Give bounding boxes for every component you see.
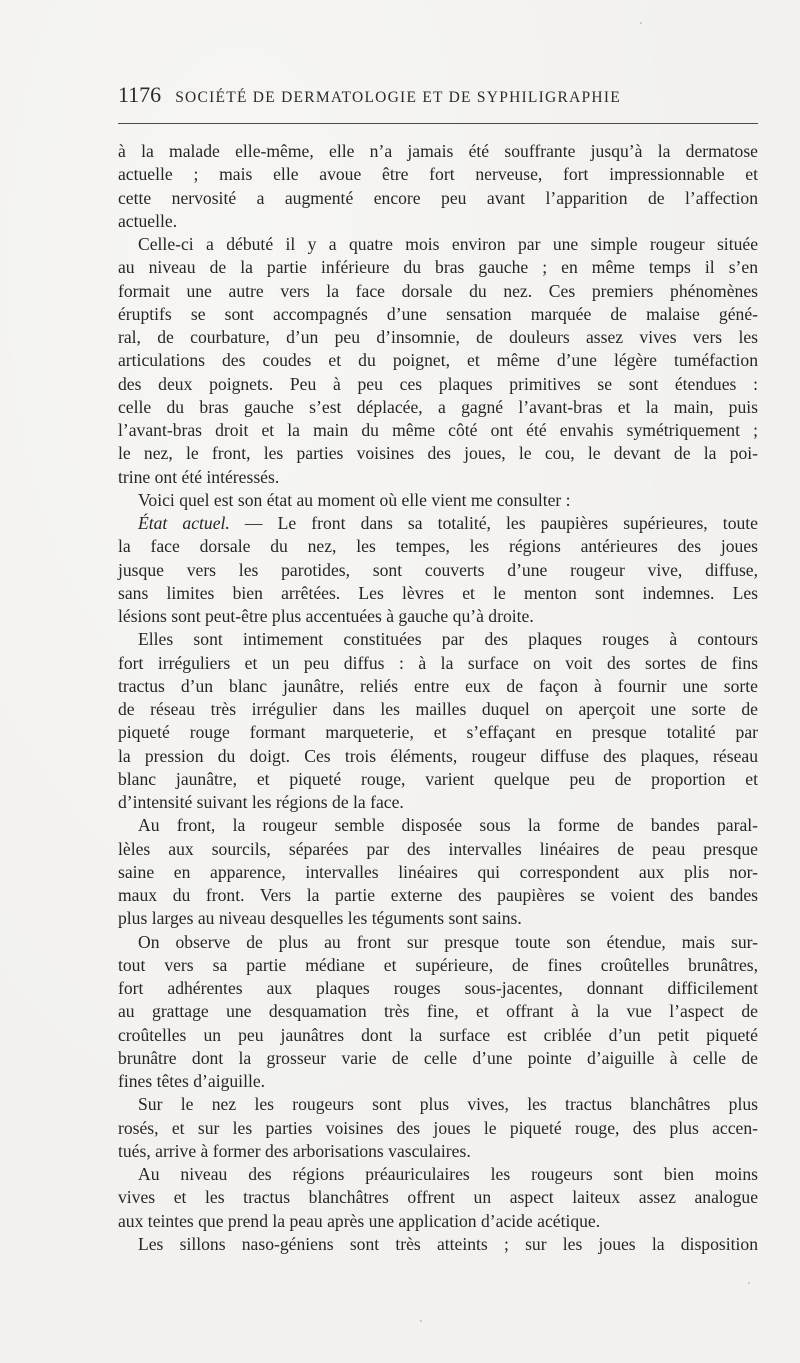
- text-line: tués, arrive à former des arborisations vasculaires.: [118, 1140, 471, 1161]
- text-line: formait une autre vers la face dorsale du nez. Ces premiers phénomènes: [118, 280, 758, 301]
- text-line: blanc jaunâtre, et piqueté rouge, varient quelque peu de proportion et: [118, 768, 758, 789]
- text-line: État actuel. — Le front dans sa totalité, les paupières supérieures, toute: [138, 513, 758, 533]
- text-line: saine en apparence, intervalles linéaires qui correspondent aux plis nor-: [118, 861, 758, 882]
- text-line: au niveau de la partie inférieure du bras gauche ; en même temps il s’en: [118, 257, 758, 278]
- text-line: la face dorsale du nez, les tempes, les régions antérieures des joues: [118, 536, 758, 557]
- article-body: [118, 140, 758, 1256]
- text-line: Au front, la rougeur semble disposée sous la forme de bandes paral-: [138, 815, 758, 836]
- text-line: actuelle.: [118, 210, 178, 231]
- text-line: la pression du doigt. Ces trois éléments, rougeur diffuse des plaques, réseau: [118, 745, 758, 766]
- text-line: articulations des coudes et du poignet, et même d’une légère tuméfaction: [118, 350, 758, 371]
- text-line: éruptifs se sont accompagnés d’une sensation marquée de malaise géné-: [118, 303, 758, 324]
- text-line: le nez, le front, les parties voisines des joues, le cou, le devant de la poi-: [118, 443, 758, 464]
- header-rule: [118, 123, 758, 124]
- text-line: actuelle ; mais elle avoue être fort nerveuse, fort impressionnable et: [118, 164, 758, 185]
- page-header: [118, 82, 758, 112]
- text-line: tractus d’un blanc jaunâtre, reliés entre eux de façon à fournir une sorte: [118, 675, 758, 696]
- text-line: l’avant-bras droit et la main du même côté ont été envahis symétriquement ;: [118, 420, 758, 440]
- text-line: au grattage une desquamation très fine, et offrant à la vue l’aspect de: [118, 1001, 758, 1022]
- text-line: brunâtre dont la grosseur varie de celle d’une pointe d’aiguille à celle de: [118, 1047, 758, 1068]
- page-number: 1176: [118, 82, 162, 107]
- text-line: sans limites bien arrêtées. Les lèvres et le menton sont indemnes. Les: [118, 582, 758, 603]
- text-line: Celle-ci a débuté il y a quatre mois environ par une simple rougeur située: [138, 234, 758, 254]
- text-line: jusque vers les parotides, sont couverts d’une rougeur vive, diffuse,: [118, 559, 758, 580]
- text-line: fines têtes d’aiguille.: [118, 1071, 266, 1091]
- text-line: aux teintes que prend la peau après une application d’acide acétique.: [118, 1210, 601, 1231]
- text-line: fort adhérentes aux plaques rouges sous-jacentes, donnant difficilement: [118, 978, 758, 998]
- text-line: à la malade elle-même, elle n’a jamais été souffrante jusqu’à la dermatose: [118, 141, 758, 161]
- text-line: vives et les tractus blanchâtres offrent un aspect laiteux assez analogue: [118, 1187, 758, 1208]
- running-title: SOCIÉTÉ DE DERMATOLOGIE ET DE SYPHILIGRAPHIE: [175, 89, 621, 106]
- text-line: lèles aux sourcils, séparées par des intervalles linéaires de peau presque: [118, 838, 758, 859]
- text-line: croûtelles un peu jaunâtres dont la surface est criblée d’un petit piqueté: [118, 1024, 758, 1045]
- text-line: d’intensité suivant les régions de la face.: [118, 792, 404, 812]
- scan-speck: [640, 22, 642, 24]
- text-line: On observe de plus au front sur presque toute son étendue, mais sur-: [138, 931, 758, 952]
- text-line: piqueté rouge formant marqueterie, et s’effaçant en presque totalité par: [118, 722, 758, 743]
- text-line: Les sillons naso-géniens sont très atteints ; sur les joues la disposition: [138, 1233, 758, 1254]
- text-line: de réseau très irrégulier dans les mailles duquel on aperçoit une sorte de: [118, 699, 758, 719]
- text-line: maux du front. Vers la partie externe des paupières se voient des bandes: [118, 885, 758, 905]
- text-line: rosés, et sur les parties voisines des joues le piqueté rouge, des plus accen-: [118, 1117, 758, 1138]
- text-line: Elles sont intimement constituées par des plaques rouges à contours: [138, 629, 758, 650]
- text-line: trine ont été intéressés.: [118, 466, 280, 487]
- text-line: fort irréguliers et un peu diffus : à la surface on voit des sortes de fins: [118, 652, 758, 673]
- text-line: Au niveau des régions préauriculaires les rougeurs sont bien moins: [138, 1164, 758, 1184]
- text-line: cette nervosité a augmenté encore peu avant l’apparition de l’affection: [118, 187, 758, 208]
- scan-speck: [748, 1282, 750, 1284]
- text-line: plus larges au niveau desquelles les téguments sont sains.: [118, 908, 522, 929]
- text-line: lésions sont peut-être plus accentuées à gauche qu’à droite.: [118, 606, 534, 626]
- section-heading-italic: État actuel.: [138, 513, 230, 533]
- text-line: tout vers sa partie médiane et supérieure, de fines croûtelles brunâtres,: [118, 954, 758, 975]
- text-line: celle du bras gauche s’est déplacée, a gagné l’avant-bras et la main, puis: [118, 396, 758, 417]
- text-line: Sur le nez les rougeurs sont plus vives, les tractus blanchâtres plus: [138, 1094, 758, 1115]
- text-line: Voici quel est son état au moment où elle vient me consulter :: [138, 489, 571, 510]
- text-line: des deux poignets. Peu à peu ces plaques primitives se sont étendues :: [118, 373, 758, 394]
- scan-speck: [420, 1320, 422, 1322]
- text-line: ral, de courbature, d’un peu d’insomnie, de douleurs assez vives vers les: [118, 327, 758, 347]
